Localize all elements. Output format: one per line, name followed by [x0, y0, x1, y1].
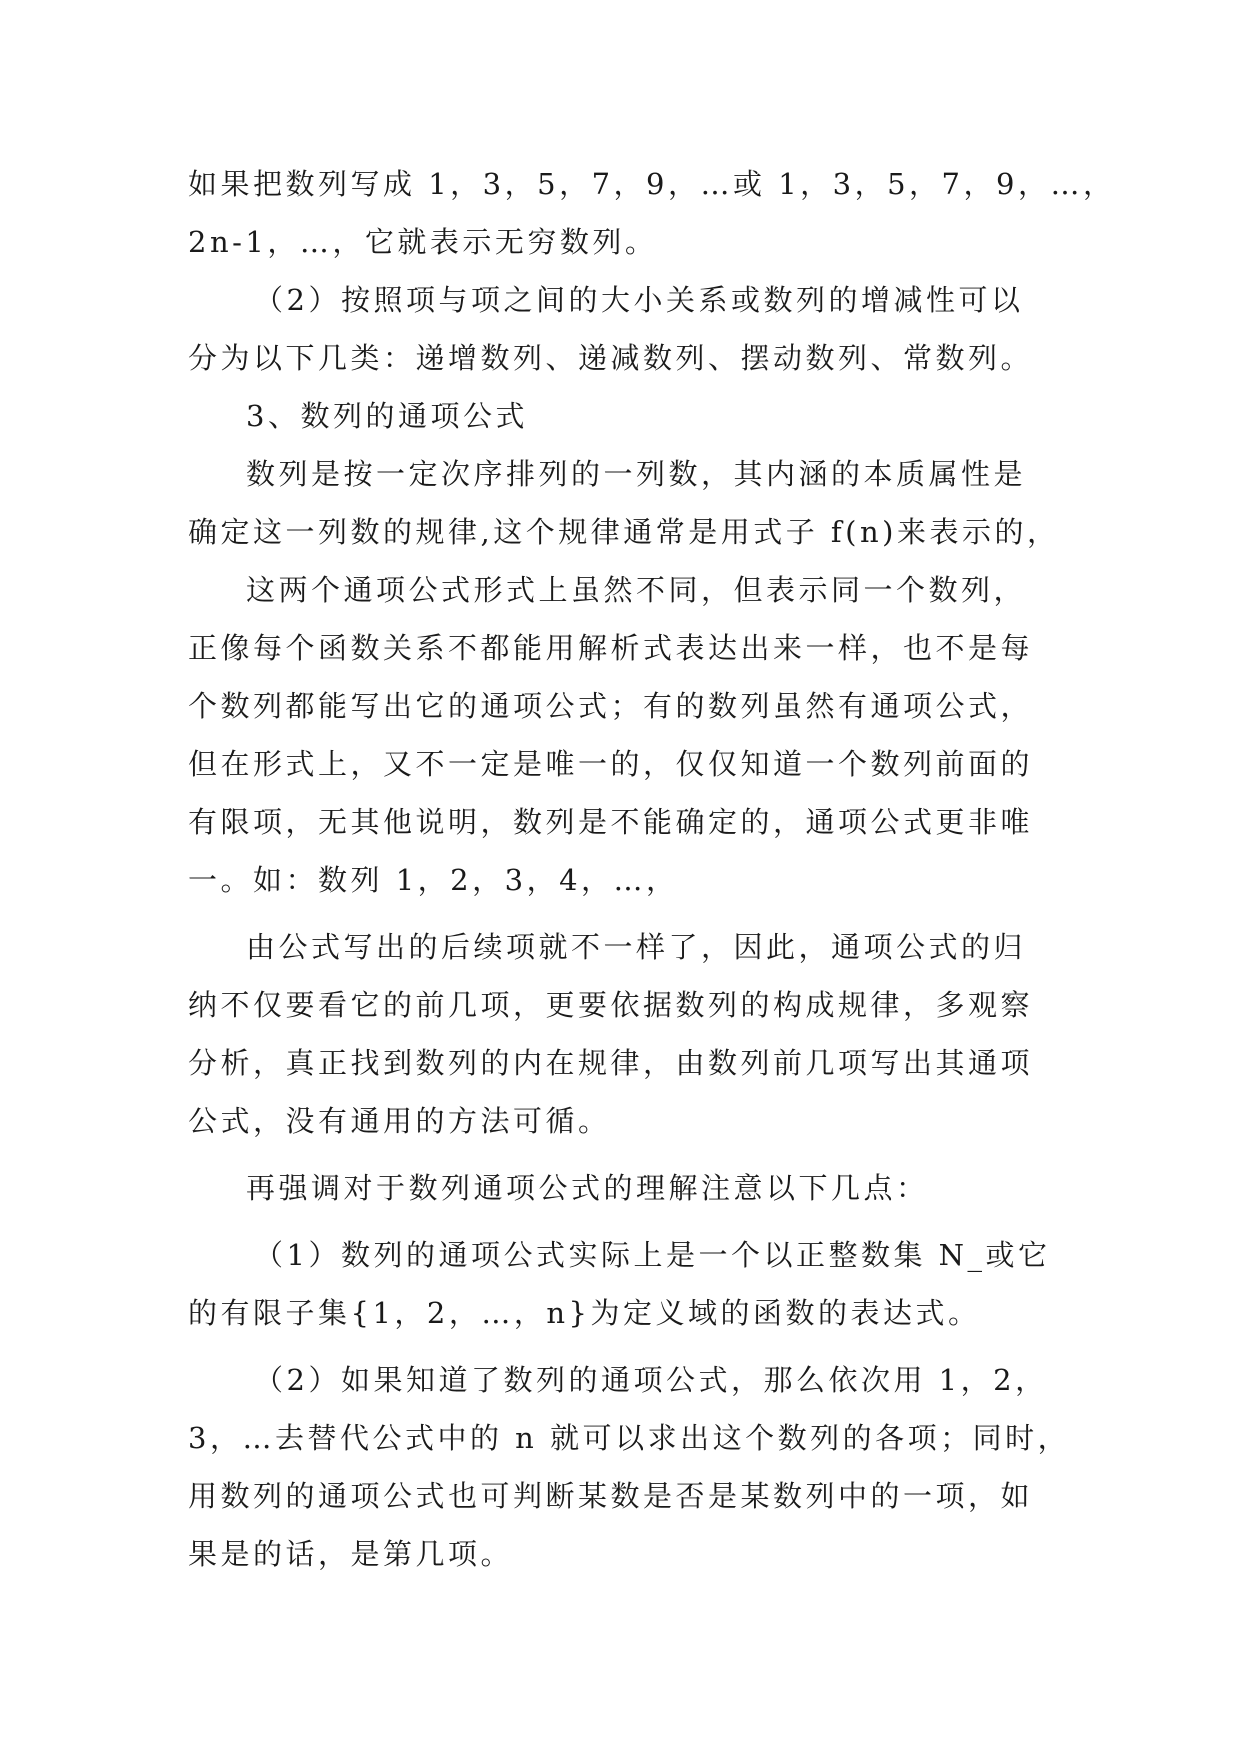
text-line: 数列是按一定次序排列的一列数，其内涵的本质属性是 — [246, 457, 1027, 491]
paragraph-gap — [188, 909, 1068, 918]
text-line: （1）数列的通项公式实际上是一个以正整数集 N_或它 — [254, 1238, 1051, 1272]
paragraph-gap — [188, 1342, 1068, 1351]
paragraph-gap — [188, 1217, 1068, 1226]
text-line: 纳不仅要看它的前几项，更要依据数列的构成规律，多观察 — [188, 988, 1034, 1022]
text-line: 由公式写出的后续项就不一样了，因此，通项公式的归 — [246, 930, 1027, 964]
text-line: 果是的话，是第几项。 — [188, 1537, 514, 1571]
text-line: 一。如：数列 1，2，3，4，…， — [188, 863, 679, 897]
text-line: 正像每个函数关系不都能用解析式表达出来一样，也不是每 — [188, 631, 1034, 665]
text-line: 如果把数列写成 1，3，5，7，9，…或 1，3，5，7，9，…， — [188, 167, 1116, 201]
text-line: 但在形式上，又不一定是唯一的，仅仅知道一个数列前面的 — [188, 747, 1034, 781]
text-line: 用数列的通项公式也可判断某数是否是某数列中的一项，如 — [188, 1479, 1034, 1513]
paragraph-gap — [188, 1150, 1068, 1159]
document-body — [188, 155, 1116, 1583]
text-line: 确定这一列数的规律,这个规律通常是用式子 f(n)来表示的， — [188, 515, 1060, 549]
text-line: （2）按照项与项之间的大小关系或数列的增减性可以 — [254, 283, 1024, 317]
text-line: 分为以下几类：递增数列、递减数列、摆动数列、常数列。 — [188, 341, 1034, 375]
text-line: 的有限子集{1，2，…，n}为定义域的函数的表达式。 — [188, 1296, 981, 1330]
text-line: 分析，真正找到数列的内在规律，由数列前几项写出其通项 — [188, 1046, 1034, 1080]
text-line: 3，…去替代公式中的 n 就可以求出这个数列的各项；同时， — [188, 1421, 1071, 1455]
text-line: （2）如果知道了数列的通项公式，那么依次用 1，2， — [254, 1363, 1048, 1397]
text-line: 这两个通项公式形式上虽然不同，但表示同一个数列， — [246, 573, 1027, 607]
text-line: 2n-1，…，它就表示无穷数列。 — [188, 225, 658, 259]
text-line: 有限项，无其他说明，数列是不能确定的，通项公式更非唯 — [188, 805, 1034, 839]
text-line: 再强调对于数列通项公式的理解注意以下几点： — [246, 1171, 929, 1205]
text-line: 个数列都能写出它的通项公式；有的数列虽然有通项公式， — [188, 689, 1034, 723]
text-line: 公式，没有通用的方法可循。 — [188, 1104, 611, 1138]
section-heading: 3、数列的通项公式 — [246, 399, 528, 433]
